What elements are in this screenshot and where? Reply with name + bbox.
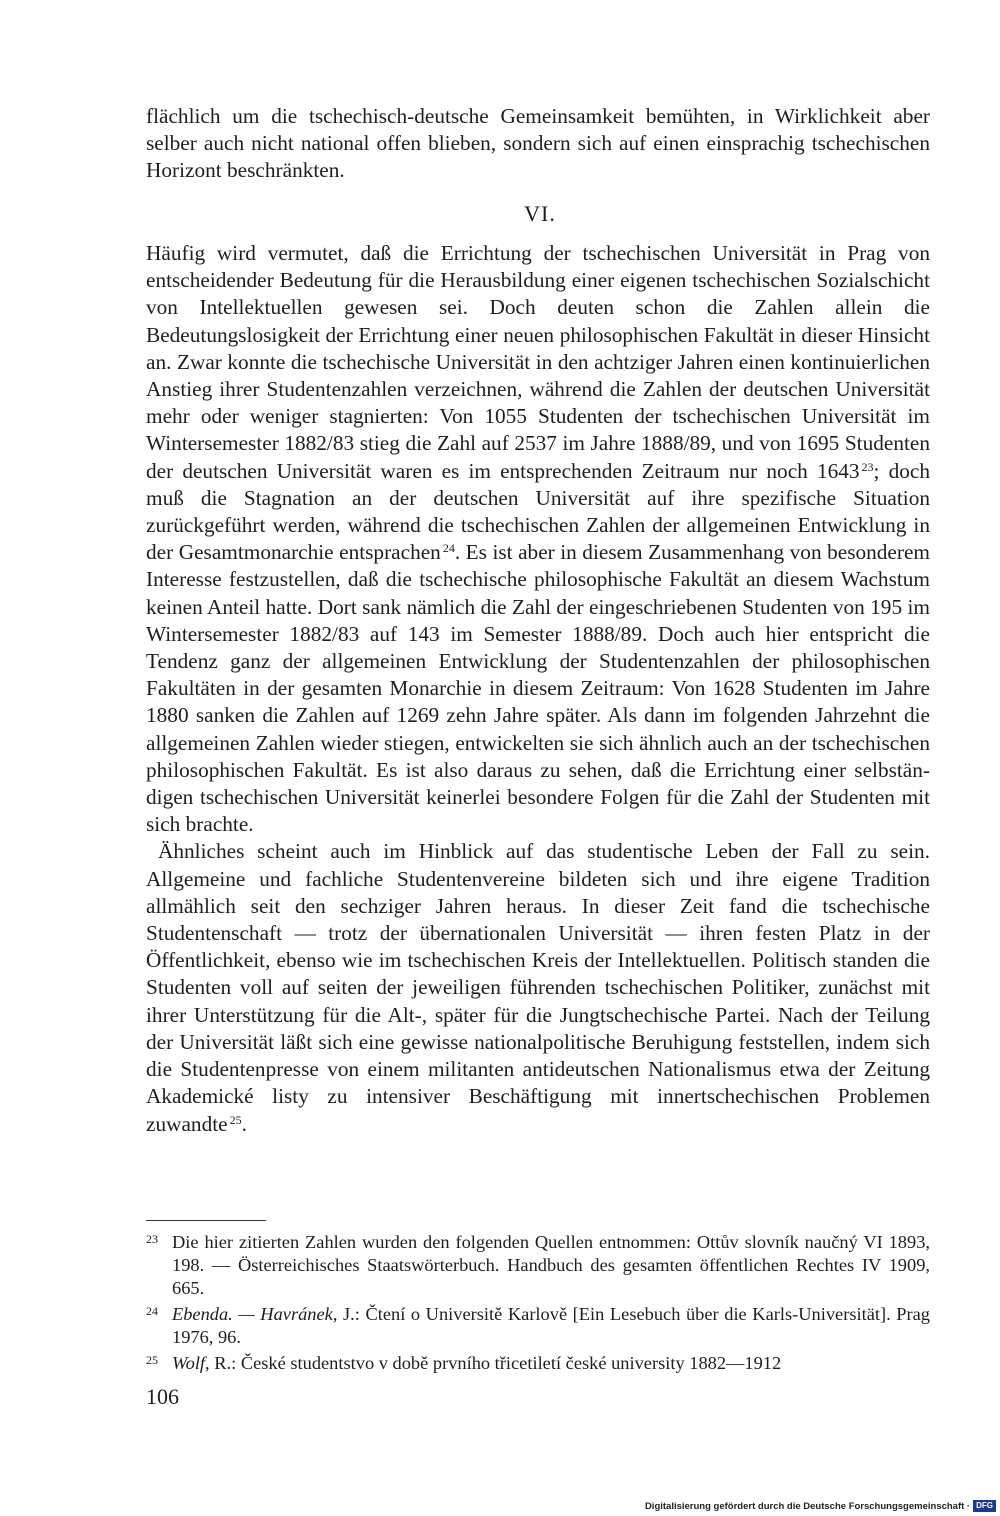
footnote-23: [146, 1228, 930, 1300]
paragraph-1-part-b: ; doch muß die Stagnation an der deutschen Universität auf ihre spezifische Situation zurückgeführt werden, während die tschechischen Zahlen der allgemeinen Entwicklung in der Gesamtmonarchie entsprachen: [146, 458, 931, 565]
footnotes-block: [146, 1228, 930, 1375]
footnote-text: , J.: Čtení o Universitě Karlově [Ein Lesebuch über die Karls-Universität]. Prag 1976, 96.: [172, 1304, 931, 1347]
intro-paragraph-block: [146, 103, 930, 185]
paragraph-2: [146, 838, 930, 1137]
page-number: 106: [146, 1384, 179, 1409]
paragraph-2-text: Ähnliches scheint auch im Hinblick auf das studentische Leben der Fall zu sein. Allgemeine und fachliche Studentenvereine bildeten sich und ihre eigene Tradition allmählich seit den sechziger Jahren heraus. In dieser Zeit fand die tschechische Studentenschaft — trotz der übernationalen Universität — ihren festen Platz in der Öffentlichkeit, ebenso wie im tschechischen Kreis der Intellektuellen. Politisch standen die Studenten voll auf seiten der jeweiligen führenden tschechischen Politiker, zunächst mit ihrer Unterstützung für die Alt-, später für die Jungtschechische Partei. Nach der Teilung der Universität läßt sich eine gewisse nationalpolitische Beruhigung feststellen, indem sich die Studentenpresse von einem militanten antideutschen Nationalismus etwa der Zeitung Akademické listy zu intensiver Beschäftigung mit innertschechischen Problemen zuwandte: [146, 839, 930, 1136]
intro-paragraph: flächlich um die tschechisch-deutsche Gemeinsamkeit bemühten, in Wirklichkeit aber selber auch nicht national offen blieben, sondern sich auf einen einsprachig tschechischen Horizont beschränkten.: [146, 104, 930, 183]
digitization-watermark: [645, 1500, 996, 1512]
paragraph-2-end: .: [241, 1111, 247, 1136]
footnote-number: 25: [146, 1353, 158, 1367]
paragraph-1-part-a: Häufig wird vermutet, daß die Errichtung der tschechischen Universität in Prag von entscheidender Bedeutung für die Herausbildung einer eigenen tschechischen Sozialschicht von Intellektuellen gewesen sei. Doch deuten schon die Zahlen allein die Bedeutungslosigkeit der Errichtung einer neuen philosophischen Fakultät in dieser Hinsicht an. Zwar konnte die tschechische Universität in den achtziger Jahren einen kontinuierlichen Anstieg ihrer Studentenzahlen verzeichnen, während die Zahlen der deutschen Universität mehr oder weniger stagnierten: Von 1055 Studenten der tschechischen Universität im Wintersemester 1882/83 stieg die Zahl auf 2537 im Jahre 1888/89, und von 1695 Studenten der deutschen Universität waren es im entsprechenden Zeitraum nur noch 1643: [146, 241, 930, 483]
footnote-number: 24: [146, 1304, 158, 1318]
paragraph-1: [146, 240, 930, 838]
footnote-24: [146, 1300, 930, 1349]
footnote-ref-24: 24: [442, 541, 455, 556]
footnote-italic-text: Ebenda. — Havránek: [172, 1304, 333, 1324]
footnote-divider: [146, 1220, 266, 1221]
footnote-number: 23: [146, 1232, 158, 1246]
footnote-25: [146, 1349, 930, 1375]
paragraph-1-part-c: . Es ist aber in diesem Zusammenhang von besonderem Interesse festzustellen, daß die tschechische philosophische Fakultät an diesem Wachstum keinen Anteil hatte. Dort sank nämlich die Zahl der eingeschriebenen Studenten von 195 im Wintersemester 1882/83 auf 143 im Semester 1888/89. Doch auch hier entspricht die Tendenz ganz der allgemeinen Entwicklung der Studentenzahlen der philosophischen Fakultäten in der gesamten Monarchie in diesem Zeitraum: Von 1628 Studenten im Jahre 1880 sanken die Zahlen auf 1269 zehn Jahre später. Als dann im folgenden Jahrzehnt die allgemeinen Zahlen wieder stiegen, entwickelten sie sich ähnlich auch an der tschechischen philosophischen Fakultät. Es ist also daraus zu sehen, daß die Errichtung einer selbständigen tschechischen Universität keinerlei besondere Folgen für die Zahl der Studenten mit sich brachte.: [146, 540, 930, 837]
section-heading: VI.: [524, 201, 556, 226]
footnote-text: , R.: České studentstvo v době prvního třicetiletí české university 1882—1912: [205, 1353, 782, 1373]
footnote-ref-25: 25: [229, 1112, 242, 1127]
footnote-italic-text: Wolf: [172, 1353, 206, 1373]
main-text-block: [146, 240, 930, 1138]
dfg-logo: DFG: [973, 1500, 996, 1512]
footnote-ref-23: 23: [861, 459, 874, 474]
watermark-text: Digitalisierung gefördert durch die Deutsche Forschungsgemeinschaft ·: [644, 1500, 971, 1512]
footnote-text: Die hier zitierten Zahlen wurden den folgenden Quellen entnommen: Ottův slovník naučný VI 1893, 198. — Österreichisches Staatswörterbuch. Handbuch des gesamten öffentlichen Rechtes IV 1909, 665.: [172, 1232, 930, 1298]
